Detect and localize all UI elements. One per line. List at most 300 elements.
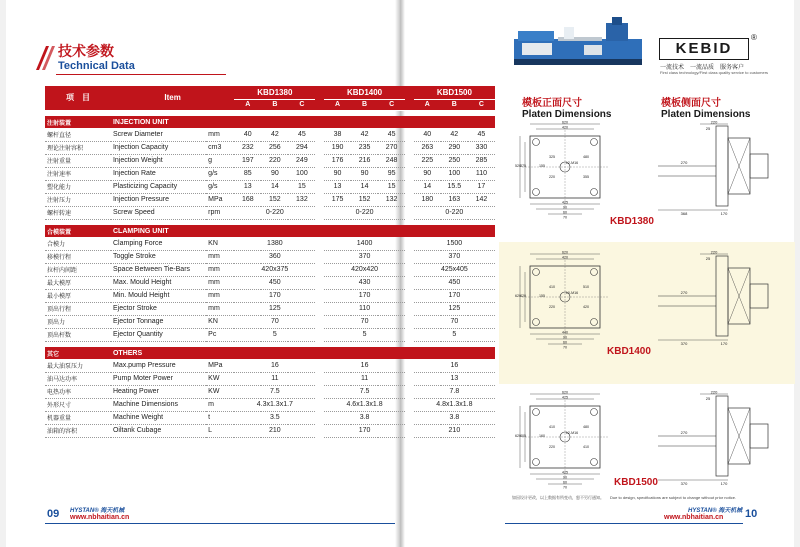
table-row xyxy=(45,398,495,411)
section-label-en: OTHERS xyxy=(111,347,234,359)
row-value: 263 xyxy=(414,141,441,154)
row-value: 4.6x1.3x1.8 xyxy=(324,398,405,411)
row-unit: L xyxy=(206,424,234,437)
dimension-label: 355 xyxy=(583,175,589,179)
dimension-label: 420 xyxy=(520,294,526,298)
dimension-label: 410 xyxy=(549,285,555,289)
row-value: 170 xyxy=(414,289,495,302)
row-value: 16 xyxy=(234,359,315,372)
row-unit: g/s xyxy=(206,180,234,193)
row-value: 370 xyxy=(414,250,495,263)
header-subcol: C xyxy=(288,99,315,110)
dimension-label: 370 xyxy=(680,341,688,346)
dimension-label: 375 xyxy=(520,164,526,168)
row-unit: KW xyxy=(206,385,234,398)
row-value: 3.5 xyxy=(234,411,315,424)
row-value: 232 xyxy=(234,141,261,154)
dimension-label: 420 xyxy=(583,305,589,309)
section-fill xyxy=(414,116,495,128)
dimension-label: 480 xyxy=(583,155,589,159)
table-row xyxy=(45,385,495,398)
row-value: 370 xyxy=(324,250,405,263)
row-value: 90 xyxy=(324,167,351,180)
table-row xyxy=(45,193,495,206)
dimension-label: 60 xyxy=(563,340,567,345)
footer-rule-right xyxy=(505,523,743,524)
header-model: KBD1500 xyxy=(414,86,495,99)
header-subcol: C xyxy=(378,99,405,110)
column-gap xyxy=(315,424,324,437)
row-value: 15 xyxy=(288,180,315,193)
row-label-en: Injection Pressure xyxy=(111,193,206,206)
row-value: 1380 xyxy=(234,237,315,250)
row-label-zh: 油马达功率 xyxy=(45,372,111,385)
row-value: 420x420 xyxy=(324,263,405,276)
column-gap xyxy=(405,289,414,302)
dimension-label: 425 xyxy=(562,470,568,475)
row-value: 190 xyxy=(324,141,351,154)
dimension-label: 510 xyxy=(583,285,589,289)
row-value: 294 xyxy=(288,141,315,154)
dimension-label: 160 xyxy=(539,434,545,438)
table-row xyxy=(45,250,495,263)
section-fill xyxy=(234,225,315,237)
column-gap xyxy=(405,154,414,167)
row-value: 176 xyxy=(324,154,351,167)
row-value: 42 xyxy=(441,128,468,141)
row-value: 5 xyxy=(414,328,495,341)
page-number-right: 10 xyxy=(745,508,758,520)
column-gap xyxy=(315,359,324,372)
column-gap xyxy=(315,116,324,128)
row-unit: mm xyxy=(206,276,234,289)
header-subcol: A xyxy=(414,99,441,110)
row-value: 42 xyxy=(261,128,288,141)
table-row xyxy=(45,359,495,372)
column-gap xyxy=(405,315,414,328)
row-value: 0-220 xyxy=(414,206,495,219)
kebid-logo: KEBID xyxy=(659,38,749,60)
row-value: 425x405 xyxy=(414,263,495,276)
column-gap xyxy=(315,398,324,411)
row-value: 90 xyxy=(351,167,378,180)
row-unit: MPa xyxy=(206,359,234,372)
column-gap xyxy=(315,263,324,276)
section-header-row xyxy=(45,347,495,359)
dimension-label: 620 xyxy=(515,434,521,438)
row-value: 248 xyxy=(378,154,405,167)
section-label-zh: 其它 xyxy=(45,347,111,359)
header-subcol: B xyxy=(261,99,288,110)
column-gap xyxy=(405,424,414,437)
dimension-label: 90 xyxy=(563,475,567,480)
row-value: 132 xyxy=(288,193,315,206)
row-value: 70 xyxy=(234,315,315,328)
side-dimensions-title-en: Platen Dimensions xyxy=(661,109,751,120)
header-subcol: A xyxy=(324,99,351,110)
dimension-label: 620 xyxy=(562,390,568,395)
table-row xyxy=(45,154,495,167)
dimension-label: 170 xyxy=(720,481,728,486)
row-value: 85 xyxy=(234,167,261,180)
row-label-en: Plasticizing Capacity xyxy=(111,180,206,193)
row-value: 17 xyxy=(468,180,495,193)
dimension-label: 370 xyxy=(680,481,688,486)
front-dimensions-title-en: Platen Dimensions xyxy=(522,109,612,120)
column-gap xyxy=(405,385,414,398)
page-number-left: 09 xyxy=(47,508,60,520)
row-value: 360 xyxy=(234,250,315,263)
row-value: 13 xyxy=(324,180,351,193)
section-fill xyxy=(324,225,405,237)
row-value: 16 xyxy=(414,359,495,372)
table-row xyxy=(45,424,495,437)
dimension-label: 440 xyxy=(562,330,568,335)
table-row xyxy=(45,276,495,289)
dimension-label: 480 xyxy=(583,425,589,429)
row-value: 100 xyxy=(288,167,315,180)
dimension-label: 220 xyxy=(549,305,555,309)
row-value: 152 xyxy=(261,193,288,206)
dimension-label: 405 xyxy=(520,434,526,438)
dimension-label: 220 xyxy=(710,120,718,125)
row-value: 132 xyxy=(378,193,405,206)
row-unit: mm xyxy=(206,128,234,141)
column-gap xyxy=(315,315,324,328)
column-gap xyxy=(405,372,414,385)
row-value: 1400 xyxy=(324,237,405,250)
row-value: 220 xyxy=(261,154,288,167)
drawing-model-label: KBD1400 xyxy=(607,346,651,357)
dimension-label: 25 xyxy=(705,126,711,131)
title-divider xyxy=(56,74,226,75)
row-label-zh: 电热功率 xyxy=(45,385,111,398)
slogan-en: First class technology/First class quality service to customers xyxy=(660,70,769,75)
column-gap xyxy=(315,167,324,180)
row-value: 45 xyxy=(378,128,405,141)
row-value: 168 xyxy=(234,193,261,206)
column-gap xyxy=(405,237,414,250)
header-subcol: B xyxy=(441,99,468,110)
table-row xyxy=(45,237,495,250)
row-label-en: Oiltank Cubage xyxy=(111,424,206,437)
row-value: 14 xyxy=(261,180,288,193)
drawing-model-label: KBD1500 xyxy=(614,477,658,488)
platen-side-drawing xyxy=(654,250,774,350)
row-label-zh: 顶出行程 xyxy=(45,302,111,315)
drawing-model-label: KBD1380 xyxy=(610,216,654,227)
title-stripes-icon xyxy=(32,44,56,72)
row-label-en: Screw Speed xyxy=(111,206,206,219)
table-row xyxy=(45,206,495,219)
row-label-zh: 注射压力 xyxy=(45,193,111,206)
row-label-en: Min. Mould Height xyxy=(111,289,206,302)
row-value: 1500 xyxy=(414,237,495,250)
table-row xyxy=(45,372,495,385)
injection-machine-image xyxy=(514,17,646,69)
section-header-row xyxy=(45,116,495,128)
row-label-zh: 理论注射容积 xyxy=(45,141,111,154)
website-link-right[interactable]: www.nbhaitian.cn xyxy=(664,514,724,521)
header-subcol: B xyxy=(351,99,378,110)
row-value: 170 xyxy=(234,289,315,302)
column-gap xyxy=(315,302,324,315)
row-label-zh: 机器重量 xyxy=(45,411,111,424)
side-dimensions-title xyxy=(661,94,750,120)
row-label-zh: 移模行程 xyxy=(45,250,111,263)
table-row xyxy=(45,141,495,154)
table-row xyxy=(45,128,495,141)
dimension-label: 410 xyxy=(549,425,555,429)
column-gap xyxy=(405,398,414,411)
disclaimer-zh: 如因设计更改，以上数据有所变动，恕不另行通知。 xyxy=(512,495,604,500)
column-gap xyxy=(315,225,324,237)
dimension-label: 90 xyxy=(563,205,567,210)
column-gap xyxy=(315,154,324,167)
row-unit: mm xyxy=(206,250,234,263)
row-value: 450 xyxy=(414,276,495,289)
row-value: 0-220 xyxy=(234,206,315,219)
row-unit: m xyxy=(206,398,234,411)
row-unit: g/s xyxy=(206,167,234,180)
table-row xyxy=(45,411,495,424)
row-value: 152 xyxy=(351,193,378,206)
column-gap xyxy=(315,411,324,424)
dimension-label: 60 xyxy=(563,480,567,485)
row-label-zh: 顶出杆数 xyxy=(45,328,111,341)
column-gap xyxy=(405,193,414,206)
column-gap xyxy=(315,206,324,219)
dimension-label: 420 xyxy=(562,125,568,130)
dimension-label: 12-M16 xyxy=(565,161,579,165)
platen-side-drawing xyxy=(654,120,774,220)
website-link-left[interactable]: www.nbhaitian.cn xyxy=(70,514,130,521)
row-label-zh: 合模力 xyxy=(45,237,111,250)
dimension-label: 520 xyxy=(515,164,521,168)
row-value: 170 xyxy=(324,424,405,437)
registered-mark: ® xyxy=(751,33,757,42)
dimension-label: 425 xyxy=(562,200,568,205)
row-value: 249 xyxy=(288,154,315,167)
row-unit: Pc xyxy=(206,328,234,341)
column-gap xyxy=(405,225,414,237)
row-value: 15 xyxy=(378,180,405,193)
row-label-zh: 外形尺寸 xyxy=(45,398,111,411)
row-label-en: Ejector Tonnage xyxy=(111,315,206,328)
column-gap xyxy=(315,86,324,110)
row-label-en: Max.pump Pressure xyxy=(111,359,206,372)
column-gap xyxy=(405,141,414,154)
column-gap xyxy=(315,328,324,341)
dimension-label: 620 xyxy=(562,250,568,255)
row-value: 290 xyxy=(441,141,468,154)
row-label-zh: 油箱的容积 xyxy=(45,424,111,437)
row-unit: mm xyxy=(206,263,234,276)
dimension-label: 220 xyxy=(710,390,718,395)
row-value: 11 xyxy=(324,372,405,385)
row-value: 40 xyxy=(234,128,261,141)
header-item-zh: 项 目 xyxy=(45,86,111,110)
row-label-zh: 拉杆内间距 xyxy=(45,263,111,276)
table-row xyxy=(45,289,495,302)
platen-front-drawing xyxy=(514,120,624,220)
row-value: 5 xyxy=(324,328,405,341)
row-value: 7.5 xyxy=(234,385,315,398)
row-value: 235 xyxy=(351,141,378,154)
header-subcol: C xyxy=(468,99,495,110)
footer-rule-left xyxy=(45,523,395,524)
section-fill xyxy=(414,347,495,359)
column-gap xyxy=(315,276,324,289)
section-label-zh: 合模装置 xyxy=(45,225,111,237)
table-row xyxy=(45,302,495,315)
row-label-en: Pump Moter Power xyxy=(111,372,206,385)
row-value: 430 xyxy=(324,276,405,289)
row-label-zh: 顶出力 xyxy=(45,315,111,328)
row-label-en: Injection Capacity xyxy=(111,141,206,154)
row-label-zh: 最大油泵压力 xyxy=(45,359,111,372)
dimension-label: 620 xyxy=(562,120,568,125)
row-value: 110 xyxy=(468,167,495,180)
row-value: 125 xyxy=(414,302,495,315)
table-row xyxy=(45,315,495,328)
technical-data-table xyxy=(45,86,495,438)
dimension-label: 70 xyxy=(563,215,567,220)
dimension-label: 10-M16 xyxy=(565,291,579,295)
platen-side-drawing xyxy=(654,390,774,490)
column-gap xyxy=(405,411,414,424)
dimension-label: 420 xyxy=(562,255,568,260)
row-label-en: Machine Dimensions xyxy=(111,398,206,411)
column-gap xyxy=(315,180,324,193)
column-gap xyxy=(405,347,414,359)
column-gap xyxy=(405,250,414,263)
row-label-zh: 塑化能力 xyxy=(45,180,111,193)
row-value: 256 xyxy=(261,141,288,154)
row-value: 13 xyxy=(414,372,495,385)
column-gap xyxy=(315,347,324,359)
header-item-en: Item xyxy=(111,86,234,110)
row-value: 420x375 xyxy=(234,263,315,276)
row-value: 45 xyxy=(468,128,495,141)
column-gap xyxy=(315,385,324,398)
row-value: 95 xyxy=(378,167,405,180)
dimension-label: 220 xyxy=(549,445,555,449)
row-value: 330 xyxy=(468,141,495,154)
row-value: 225 xyxy=(414,154,441,167)
row-unit: mm xyxy=(206,289,234,302)
column-gap xyxy=(405,180,414,193)
dimension-label: 270 xyxy=(680,160,688,165)
row-value: 250 xyxy=(441,154,468,167)
row-value: 15.5 xyxy=(441,180,468,193)
dimension-label: 220 xyxy=(549,175,555,179)
row-value: 125 xyxy=(234,302,315,315)
dimension-label: 170 xyxy=(720,211,728,216)
row-label-en: Injection Rate xyxy=(111,167,206,180)
row-value: 45 xyxy=(288,128,315,141)
row-value: 0-220 xyxy=(324,206,405,219)
dimension-label: 368 xyxy=(680,211,688,216)
row-unit: t xyxy=(206,411,234,424)
platen-front-drawing xyxy=(514,250,624,350)
column-gap xyxy=(405,167,414,180)
column-gap xyxy=(405,86,414,110)
row-label-zh: 注射速率 xyxy=(45,167,111,180)
row-value: 40 xyxy=(414,128,441,141)
dimension-label: 410 xyxy=(583,445,589,449)
dimension-label: 70 xyxy=(563,485,567,490)
row-unit: KW xyxy=(206,372,234,385)
section-fill xyxy=(324,116,405,128)
column-gap xyxy=(405,276,414,289)
row-label-en: Heating Power xyxy=(111,385,206,398)
page-title-en: Technical Data xyxy=(58,60,135,72)
row-value: 142 xyxy=(468,193,495,206)
row-value: 180 xyxy=(414,193,441,206)
disclaimer-en: Due to design, specifications are subject to change without prior notice. xyxy=(610,495,737,500)
dimension-label: 220 xyxy=(710,250,718,255)
column-gap xyxy=(315,193,324,206)
row-label-en: Max. Mould Height xyxy=(111,276,206,289)
dimension-label: 25 xyxy=(705,256,711,261)
dimension-label: 155 xyxy=(539,164,545,168)
dimension-label: 620 xyxy=(515,294,521,298)
row-unit: rpm xyxy=(206,206,234,219)
row-label-en: Injection Weight xyxy=(111,154,206,167)
header-subcol: A xyxy=(234,99,261,110)
dimension-label: 425 xyxy=(562,395,568,400)
dimension-label: 60 xyxy=(563,210,567,215)
row-value: 13 xyxy=(234,180,261,193)
row-value: 210 xyxy=(414,424,495,437)
row-value: 4.3x1.3x1.7 xyxy=(234,398,315,411)
row-label-zh: 最小模厚 xyxy=(45,289,111,302)
row-value: 90 xyxy=(261,167,288,180)
row-unit: mm xyxy=(206,302,234,315)
row-value: 3.8 xyxy=(324,411,405,424)
page-title-zh: 技术参数 xyxy=(58,43,114,59)
dimension-label: 70 xyxy=(563,345,567,350)
column-gap xyxy=(405,263,414,276)
row-value: 7.8 xyxy=(414,385,495,398)
row-value: 170 xyxy=(324,289,405,302)
row-label-en: Ejector Quantity xyxy=(111,328,206,341)
row-value: 90 xyxy=(414,167,441,180)
row-value: 5 xyxy=(234,328,315,341)
row-value: 197 xyxy=(234,154,261,167)
dimension-label: 155 xyxy=(539,294,545,298)
row-value: 163 xyxy=(441,193,468,206)
column-gap xyxy=(315,289,324,302)
row-value: 4.8x1.3x1.8 xyxy=(414,398,495,411)
column-gap xyxy=(315,237,324,250)
column-gap xyxy=(405,359,414,372)
row-value: 14 xyxy=(414,180,441,193)
column-gap xyxy=(405,302,414,315)
brand-mark-left: HYSTAN® 海天机械 xyxy=(70,508,125,514)
row-label-en: Toggle Stroke xyxy=(111,250,206,263)
row-value: 110 xyxy=(324,302,405,315)
row-label-zh: 螺杆直径 xyxy=(45,128,111,141)
header-model: KBD1400 xyxy=(324,86,405,99)
row-label-en: Screw Diameter xyxy=(111,128,206,141)
table-header-row xyxy=(45,86,495,99)
row-value: 270 xyxy=(378,141,405,154)
column-gap xyxy=(405,116,414,128)
row-label-en: Space Between Tie-Bars xyxy=(111,263,206,276)
row-value: 216 xyxy=(351,154,378,167)
